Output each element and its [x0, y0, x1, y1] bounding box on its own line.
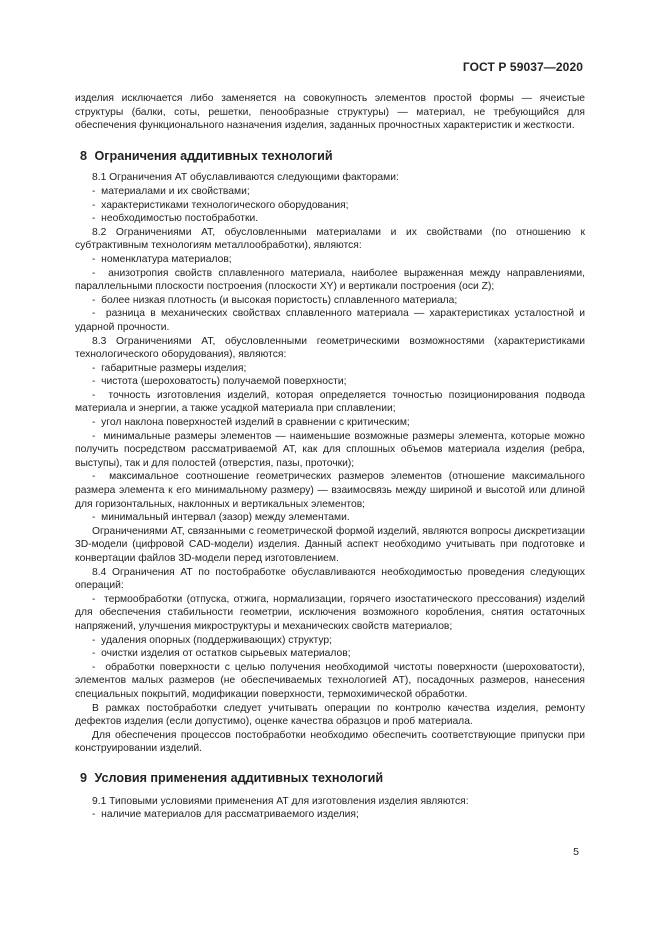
- list-item: [75, 267, 585, 294]
- bullet-dash: -: [92, 362, 102, 374]
- standard-header: ГОСТ Р 59037—2020: [462, 60, 583, 74]
- bullet-dash: -: [92, 294, 102, 306]
- bullet-dash: -: [92, 253, 102, 265]
- list-item-text: необходимостью постобработки.: [101, 213, 259, 225]
- list-item-text: материалами и их свойствами;: [101, 185, 250, 197]
- list-item-text: номенклатура материалов;: [101, 253, 232, 265]
- list-item: [75, 185, 585, 199]
- clause-8-1: 8.1 Ограничения АТ обуславливаются следующими факторами:: [92, 172, 399, 184]
- list-item: [75, 634, 585, 648]
- section-9-title: Условия применения аддитивных технологий: [94, 770, 384, 785]
- clause-8-4-note-1: В рамках постобработки следует учитывать операции по контролю качества изделия, ремонту дефектов изделия (если допустимо), оценке качества образцов и проб материала.: [75, 702, 585, 728]
- bullet-dash: -: [92, 213, 102, 225]
- clause-8-4-note-2: Для обеспечения процессов постобработки необходимо обеспечить соответствующие припуски при конструировании изделий.: [75, 729, 585, 755]
- bullet-dash: -: [92, 809, 102, 821]
- clause-8-3: 8.3 Ограничениями АТ, обусловленными геометрическими возможностями (характеристиками технологического оборудования), являются:: [75, 335, 585, 361]
- bullet-dash: -: [92, 185, 102, 197]
- list-item: [75, 212, 585, 226]
- clause-9-1-list: [75, 808, 585, 822]
- bullet-dash: -: [92, 471, 110, 483]
- list-item-text: минимальный интервал (зазор) между элементами.: [101, 512, 350, 524]
- document-body: [75, 92, 585, 822]
- list-item: [75, 593, 585, 634]
- list-item: [75, 647, 585, 661]
- list-item: [75, 416, 585, 430]
- list-item-text: точность изготовления изделий, которая определяется точностью позиционирования подвода материала и энергии, а также усадкой материала при сплавлении;: [75, 389, 585, 415]
- list-item-text: максимальное соотношение геометрических размеров элементов (отношение максимального размера элемента к его минимальному размеру) — взаимосвязь между шириной и высотой или длиной для горизонтальных, наклонных и вертикальных элементов;: [75, 471, 585, 510]
- list-item: [75, 430, 585, 471]
- bullet-dash: -: [92, 376, 102, 388]
- list-item: [75, 253, 585, 267]
- section-8-heading: [75, 150, 585, 164]
- section-8-number: 8: [80, 148, 88, 163]
- clause-8-4: 8.4 Ограничения АТ по постобработке обуславливаются необходимостью проведения следующих операций:: [75, 566, 585, 592]
- clause-8-3-note: Ограничениями АТ, связанными с геометрической формой изделий, являются вопросы дискретизации 3D-модели (цифровой CAD-модели) изделия. Данный аспект необходимо учитывать при подготовке и конвертации файлов 3D-модели перед изготовлением.: [75, 525, 585, 564]
- clause-8-2-list: [75, 253, 585, 335]
- list-item: [75, 199, 585, 213]
- list-item-text: более низкая плотность (и высокая пористость) сплавленного материала;: [101, 294, 458, 306]
- list-item-text: наличие материалов для рассматриваемого изделия;: [101, 809, 359, 821]
- clause-9-1: 9.1 Типовыми условиями применения АТ для изготовления изделия являются:: [92, 795, 469, 807]
- bullet-dash: -: [92, 389, 109, 401]
- bullet-dash: -: [92, 417, 102, 429]
- list-item-text: очистки изделия от остатков сырьевых материалов;: [101, 648, 351, 660]
- page-number: 5: [573, 846, 579, 858]
- bullet-dash: -: [92, 634, 102, 646]
- list-item: [75, 375, 585, 389]
- bullet-dash: -: [92, 308, 106, 320]
- clause-8-2: 8.2 Ограничениями АТ, обусловленными материалами и их свойствами (по отношению к субтрактивным технологиям металлообработки), являются:: [75, 226, 585, 252]
- list-item: [75, 294, 585, 308]
- list-item-text: удаления опорных (поддерживающих) структур;: [101, 634, 332, 646]
- list-item: [75, 307, 585, 334]
- list-item-text: минимальные размеры элементов — наименьшие возможные размеры элемента, которые можно получить посредством рассматриваемой АТ, как для сплошных объемов материала изделия (ребра, выступы), так и для полостей (отверстия, пазы, проточки);: [75, 430, 585, 469]
- clause-8-4-list: [75, 593, 585, 702]
- list-item: [75, 511, 585, 525]
- section-9-number: 9: [80, 770, 88, 785]
- section-8-title: Ограничения аддитивных технологий: [94, 148, 333, 163]
- list-item-text: угол наклона поверхностей изделий в сравнении с критическим;: [101, 417, 410, 429]
- bullet-dash: -: [92, 430, 104, 442]
- list-item-text: термообработки (отпуска, отжига, нормализации, горячего изостатического прессования) изделий для обеспечения стабильности геометрии, исключения возможного коробления, снятия остаточных напряжений, улучшения микроструктуры и механических свойств материалов;: [75, 593, 586, 632]
- list-item-text: разница в механических свойствах сплавленного материала — характеристиках усталостной и ударной прочности.: [75, 308, 586, 333]
- list-item-text: анизотропия свойств сплавленного материала, наиболее выраженная между направлениями, параллельными плоскости построения (плоскости XY) и вертикали построения (оси Z);: [75, 267, 585, 293]
- list-item: [75, 362, 585, 376]
- intro-paragraph: изделия исключается либо заменяется на совокупность элементов простой формы — ячеистые структуры (балки, соты, решетки, пенообразные структуры) — материал, не требующийся для обеспечения функционального назначения изделия, заданных прочностных характеристик и жесткости.: [75, 93, 585, 132]
- list-item-text: габаритные размеры изделия;: [101, 362, 247, 374]
- list-item: [75, 661, 585, 702]
- bullet-dash: -: [92, 648, 102, 660]
- list-item: [75, 808, 585, 822]
- bullet-dash: -: [92, 199, 102, 211]
- list-item: [75, 470, 585, 511]
- list-item-text: чистота (шероховатость) получаемой поверхности;: [101, 376, 347, 388]
- section-9-heading: [75, 772, 585, 786]
- list-item: [75, 389, 585, 416]
- list-item-text: обработки поверхности с целью получения необходимой чистоты поверхности (шероховатости), элементов малых размеров (не обеспечиваемых технологией АТ), посадочных размеров, нанесения специальных покрытий, модификации поверхности, термохимической обработки.: [75, 661, 585, 700]
- list-item-text: характеристиками технологического оборудования;: [101, 199, 349, 211]
- bullet-dash: -: [92, 593, 104, 605]
- clause-8-1-list: [75, 185, 585, 226]
- clause-8-3-list: [75, 362, 585, 525]
- bullet-dash: -: [92, 512, 102, 524]
- bullet-dash: -: [92, 267, 109, 279]
- bullet-dash: -: [92, 661, 106, 673]
